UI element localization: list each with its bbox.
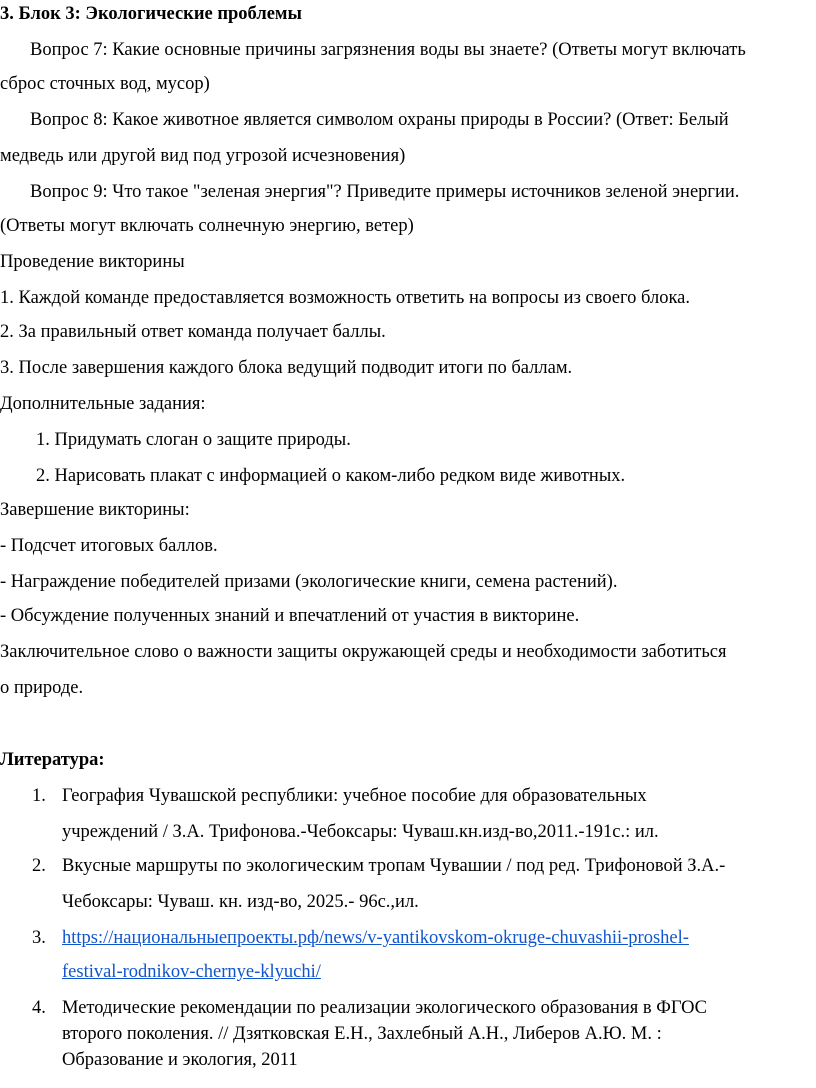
literature-item-number: 3. — [32, 928, 46, 948]
closing-line2: о природе. — [0, 678, 84, 698]
additional-heading: Дополнительные задания: — [0, 394, 206, 414]
finish-item: - Обсуждение полученных знаний и впечатлений от участия в викторине. — [0, 606, 580, 626]
conduct-heading: Проведение викторины — [0, 252, 185, 272]
conduct-item: 1. Каждой команде предоставляется возможность ответить на вопросы из своего блока. — [0, 288, 690, 308]
additional-item: 2. Нарисовать плакат с информацией о каком-либо редком виде животных. — [36, 466, 626, 486]
literature-item-4-line3: Образование и экология, 2011 — [62, 1050, 298, 1070]
question-9-line1: Вопрос 9: Что такое "зеленая энергия"? Приведите примеры источников зеленой энергии. — [30, 182, 740, 202]
finish-heading: Завершение викторины: — [0, 500, 190, 520]
additional-item: 1. Придумать слоган о защите природы. — [36, 430, 351, 450]
literature-link[interactable] — [62, 926, 689, 950]
literature-item-number: 1. — [32, 786, 46, 806]
literature-item-2-line2: Чебоксары: Чуваш. кн. изд-во, 2025.- 96с.,ил. — [62, 892, 419, 912]
question-8-line1: Вопрос 8: Какое животное является символом охраны природы в России? (Ответ: Белый — [30, 110, 729, 130]
block3-heading: 3. Блок 3: Экологические проблемы — [0, 4, 302, 24]
literature-item-4-line1: Методические рекомендации по реализации экологического образования в ФГОС — [62, 998, 707, 1018]
literature-item-number: 4. — [32, 998, 46, 1018]
question-8-line2: медведь или другой вид под угрозой исчезновения) — [0, 146, 406, 166]
literature-link-cont[interactable] — [62, 960, 321, 984]
question-7-line2: сброс сточных вод, мусор) — [0, 74, 210, 94]
finish-item: - Награждение победителей призами (экологические книги, семена растений). — [0, 572, 618, 592]
literature-item-1-line2: учреждений / З.А. Трифонова.-Чебоксары: Чуваш.кн.изд-во,2011.-191с.: ил. — [62, 822, 659, 842]
literature-item-1-line1: География Чувашской республики: учебное пособие для образовательных — [62, 786, 647, 806]
literature-link-line1[interactable]: https://национальныепроекты.рф/news/v-yantikovskom-okruge-chuvashii-proshel- — [62, 928, 689, 948]
literature-item-2-line1: Вкусные маршруты по экологическим тропам Чувашии / под ред. Трифоновой З.А.- — [62, 856, 726, 876]
literature-item-number: 2. — [32, 856, 46, 876]
question-9-line2: (Ответы могут включать солнечную энергию, ветер) — [0, 216, 414, 236]
closing-line1: Заключительное слово о важности защиты окружающей среды и необходимости заботиться — [0, 642, 727, 662]
conduct-item: 3. После завершения каждого блока ведущий подводит итоги по баллам. — [0, 358, 573, 378]
finish-item: - Подсчет итоговых баллов. — [0, 536, 218, 556]
literature-link-line2[interactable]: festival-rodnikov-chernye-klyuchi/ — [62, 962, 321, 982]
literature-heading: Литература: — [0, 750, 105, 770]
literature-item-4-line2: второго поколения. // Дзятковская Е.Н., Захлебный А.Н., Либеров А.Ю. М. : — [62, 1024, 662, 1044]
conduct-item: 2. За правильный ответ команда получает баллы. — [0, 322, 386, 342]
question-7-line1: Вопрос 7: Какие основные причины загрязнения воды вы знаете? (Ответы могут включать — [30, 40, 746, 60]
